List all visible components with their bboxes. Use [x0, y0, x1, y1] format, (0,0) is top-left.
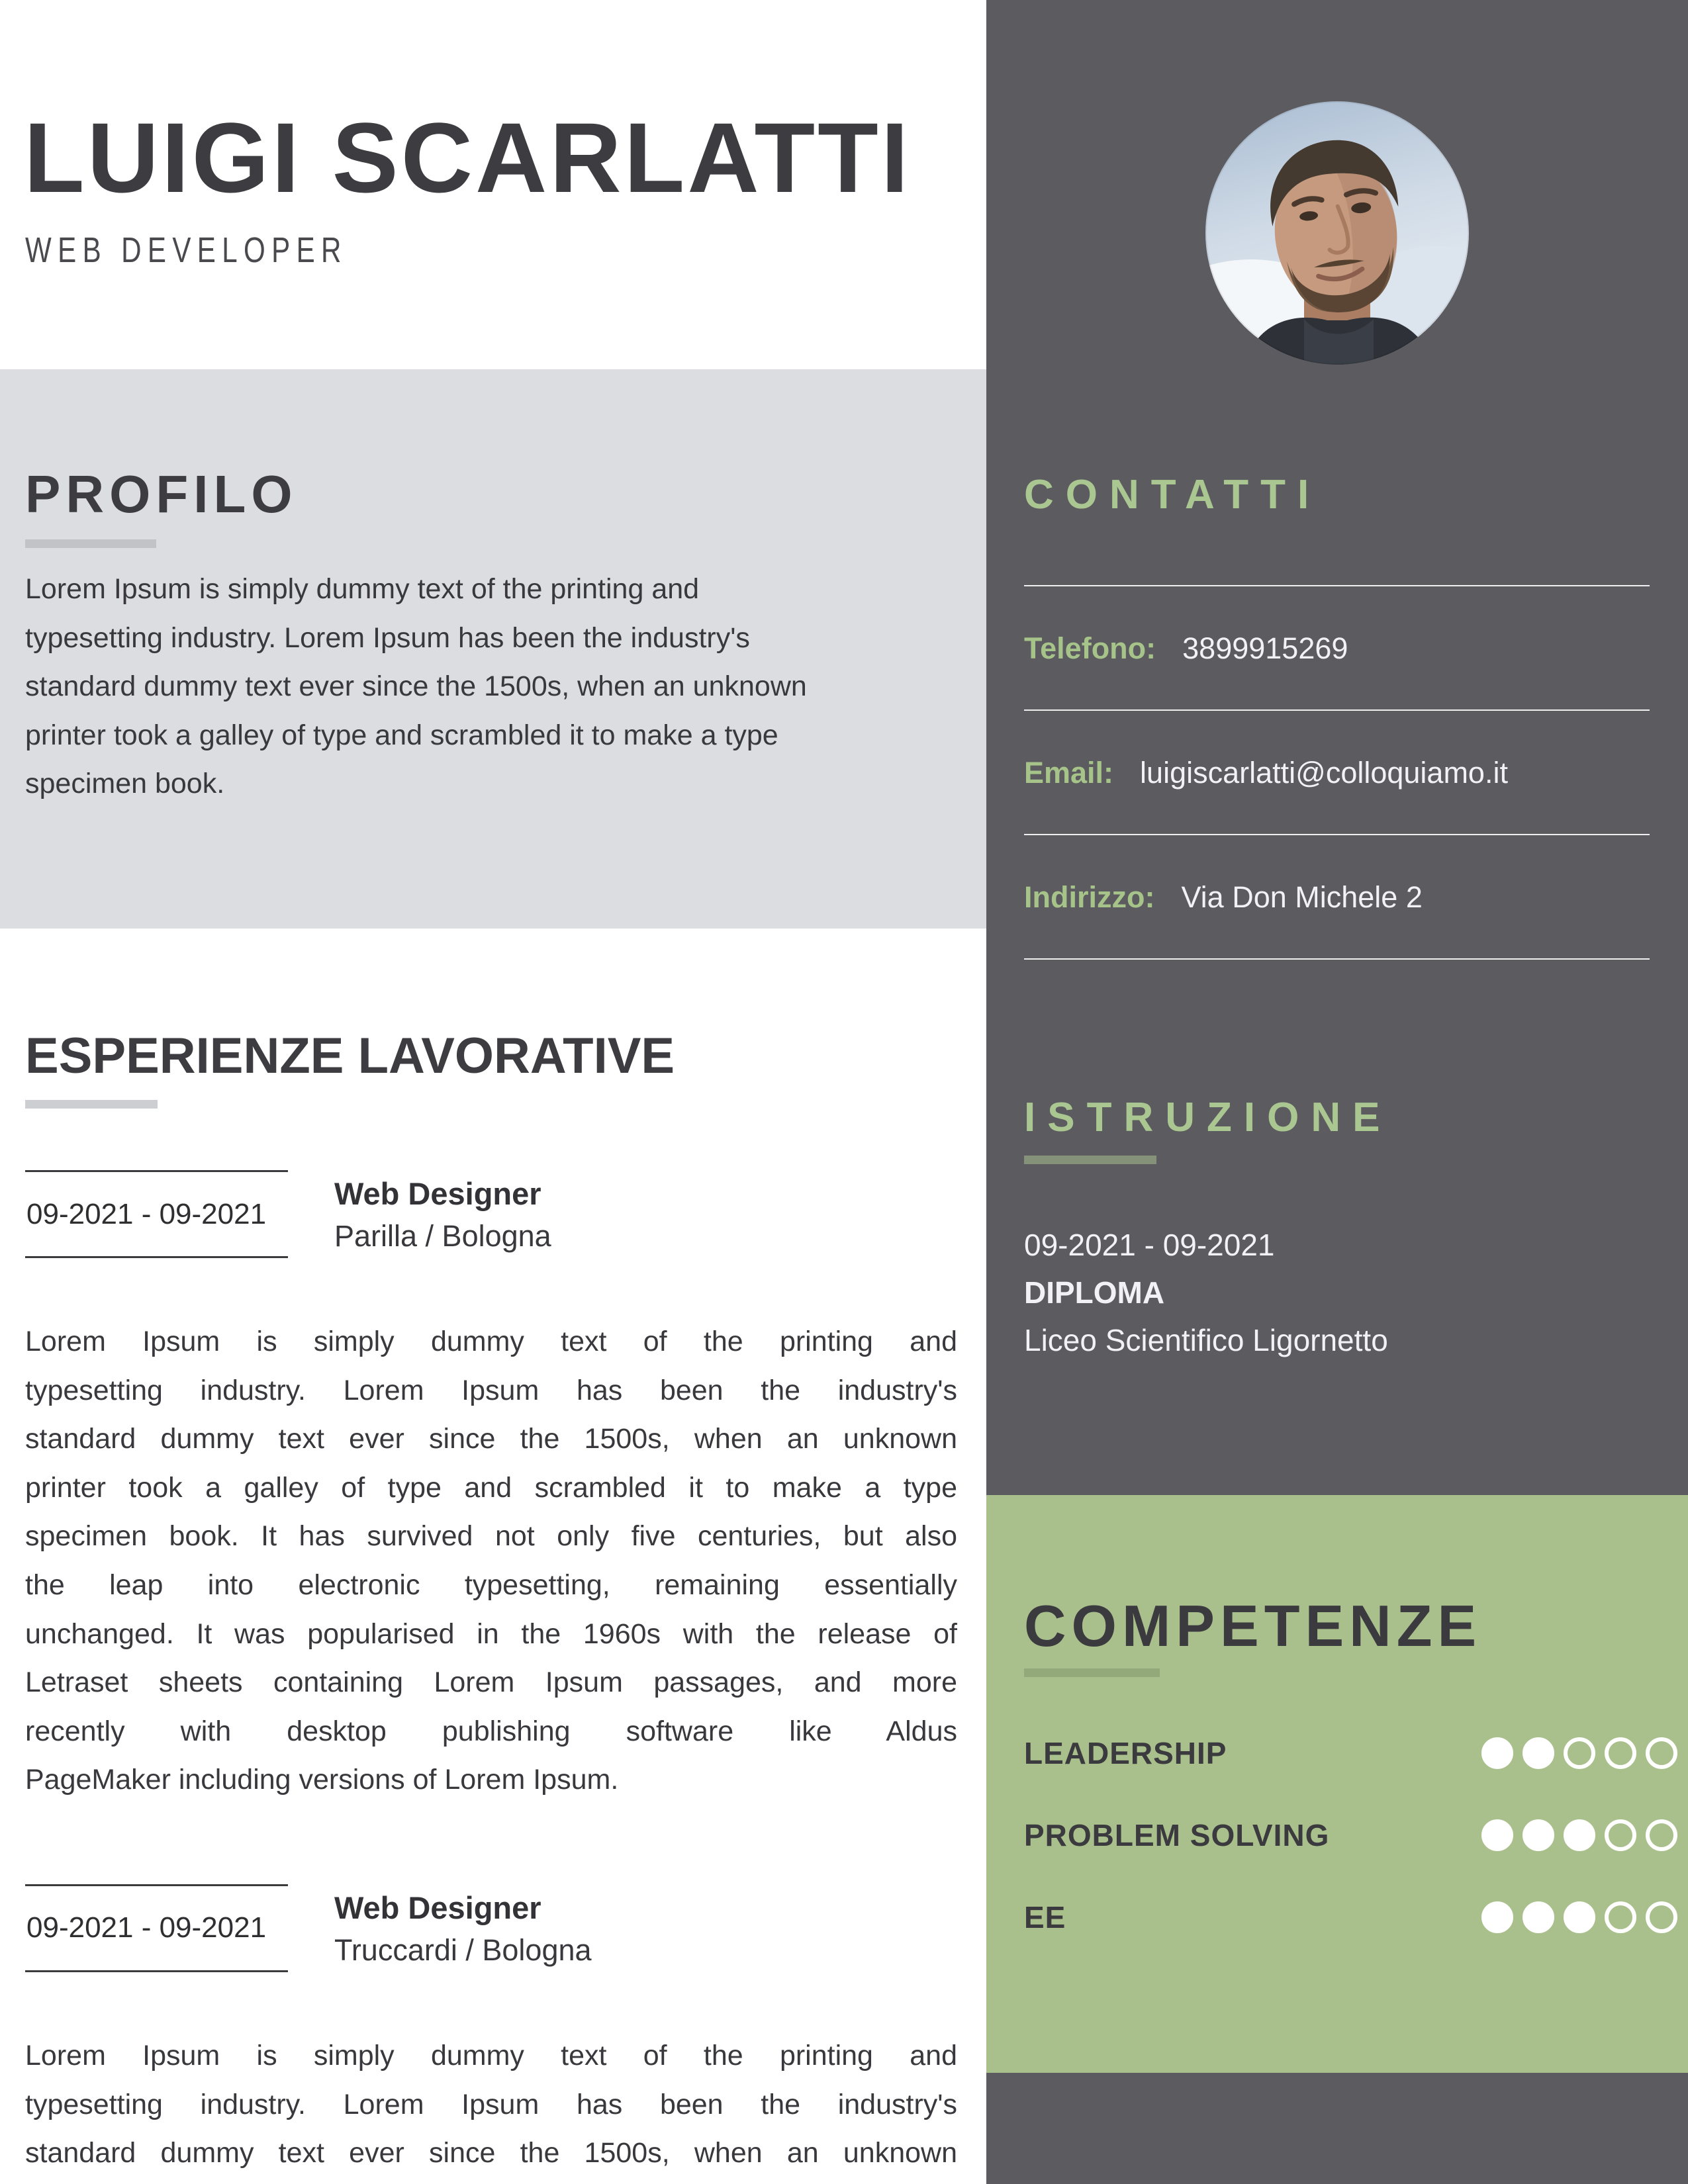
job-period-text: 09-2021 - 09-2021 — [26, 1197, 267, 1230]
contact-row — [1024, 627, 1650, 670]
contact-value: 3899915269 — [1182, 631, 1348, 665]
skill-row — [1024, 1894, 1677, 1940]
skills-section — [986, 1495, 1688, 2073]
profile-text-line: printer took a galley of type and scrambled it to make a type — [25, 719, 778, 751]
contact-value: luigiscarlatti@colloquiamo.it — [1140, 756, 1508, 790]
skill-dot-filled — [1523, 1901, 1554, 1933]
job-paragraph — [25, 1318, 957, 1805]
profile-text-line: specimen book. — [25, 768, 225, 800]
skill-label: EE — [1024, 1900, 1066, 1934]
paragraph-line: printer took a galley of type and scrambled it to make a type — [25, 1471, 957, 1504]
skill-dot-filled — [1481, 1737, 1513, 1769]
experience-jobs — [25, 1170, 957, 2178]
profile-heading: PROFILO — [25, 465, 298, 523]
skill-dot-filled — [1481, 1819, 1513, 1851]
contact-label: Indirizzo: — [1024, 880, 1155, 914]
job-role: Web Designer — [334, 1176, 541, 1211]
skill-dot-empty — [1605, 1737, 1636, 1769]
profile-text-line: Lorem Ipsum is simply dummy text of the printing and — [25, 573, 700, 605]
skills-heading: COMPETENZE — [1024, 1593, 1482, 1659]
person-name: LUIGI SCARLATTI — [24, 102, 912, 213]
job-period-text: 09-2021 - 09-2021 — [26, 1911, 267, 1944]
paragraph-line: Lorem Ipsum is simply dummy text of the printing and — [25, 2039, 957, 2071]
job-period — [25, 1170, 288, 1258]
job-company: Truccardi / Bologna — [334, 1933, 592, 1967]
skill-dot-empty — [1646, 1819, 1677, 1851]
profile-section — [0, 369, 986, 929]
education-entry — [1024, 1221, 1653, 1364]
skill-level-dots — [1481, 1819, 1677, 1851]
person-job-title: WEB DEVELOPER — [25, 230, 348, 270]
skill-dot-filled — [1523, 1819, 1554, 1851]
contact-row — [1024, 752, 1650, 794]
paragraph-line: standard dummy text ever since the 1500s, when an unknown — [25, 1423, 957, 1455]
experience-heading: ESPERIENZE LAVORATIVE — [25, 1028, 675, 1084]
skills-heading-underline — [1024, 1668, 1160, 1677]
job-meta — [334, 1170, 551, 1258]
education-heading: ISTRUZIONE — [1024, 1095, 1392, 1140]
contact-label: Telefono: — [1024, 631, 1156, 665]
job-header — [25, 1170, 957, 1258]
paragraph-line: unchanged. It was popularised in the 1960s with the release of — [25, 1617, 957, 1650]
skill-label: PROBLEM SOLVING — [1024, 1818, 1330, 1852]
paragraph-line: Lorem Ipsum is simply dummy text of the printing and — [25, 1326, 957, 1357]
skill-level-dots — [1481, 1737, 1677, 1769]
education-school: Liceo Scientifico Ligornetto — [1024, 1323, 1388, 1357]
education-section — [1024, 1095, 1653, 1364]
education-degree: DIPLOMA — [1024, 1275, 1165, 1310]
paragraph-line: recently with desktop publishing software like Aldus — [25, 1715, 957, 1747]
skill-dot-empty — [1605, 1901, 1636, 1933]
education-heading-underline — [1024, 1156, 1156, 1164]
portrait-photo-illustration — [1205, 101, 1470, 365]
profile-heading-underline — [25, 539, 156, 548]
job-company: Parilla / Bologna — [334, 1219, 551, 1253]
skill-level-dots — [1481, 1901, 1677, 1933]
profile-text-line: standard dummy text ever since the 1500s, when an unknown — [25, 670, 807, 703]
skill-dot-empty — [1564, 1737, 1595, 1769]
contact-divider — [1024, 585, 1650, 586]
skill-dot-empty — [1646, 1737, 1677, 1769]
paragraph-line: standard dummy text ever since the 1500s, when an unknown — [25, 2137, 957, 2169]
paragraph-line: specimen book. It has survived not only five centuries, but also — [25, 1520, 957, 1553]
profile-photo — [1205, 101, 1470, 365]
sidebar — [986, 0, 1688, 2184]
contact-divider — [1024, 709, 1650, 711]
job-header — [25, 1884, 957, 1972]
skill-dot-filled — [1481, 1901, 1513, 1933]
skill-label: LEADERSHIP — [1024, 1736, 1227, 1770]
job-entry — [25, 1884, 957, 2178]
contact-value: Via Don Michele 2 — [1181, 880, 1423, 914]
paragraph-line: PageMaker including versions of Lorem Ipsum. — [25, 1764, 619, 1796]
paragraph-line: typesetting industry. Lorem Ipsum has been the industry's — [25, 2088, 957, 2120]
profile-text-line: typesetting industry. Lorem Ipsum has been the industry's — [25, 621, 750, 654]
skill-dot-filled — [1523, 1737, 1554, 1769]
contact-row — [1024, 876, 1650, 919]
skill-dot-filled — [1564, 1901, 1595, 1933]
experience-heading-underline — [25, 1100, 158, 1109]
contact-divider — [1024, 958, 1650, 960]
paragraph-line: the leap into electronic typesetting, remaining essentially — [25, 1569, 957, 1601]
contacts-heading: CONTATTI — [1024, 472, 1321, 518]
job-role: Web Designer — [334, 1889, 541, 1925]
paragraph-line: typesetting industry. Lorem Ipsum has been the industry's — [25, 1374, 957, 1406]
contacts-list — [1024, 585, 1650, 960]
contact-divider — [1024, 834, 1650, 835]
job-entry — [25, 1170, 957, 1805]
skill-dot-empty — [1605, 1819, 1636, 1851]
skills-list — [1024, 1730, 1677, 1940]
skill-row — [1024, 1730, 1677, 1776]
skill-dot-filled — [1564, 1819, 1595, 1851]
skill-dot-empty — [1646, 1901, 1677, 1933]
skill-row — [1024, 1812, 1677, 1858]
job-period — [25, 1884, 288, 1972]
job-paragraph — [25, 2032, 957, 2178]
education-period: 09-2021 - 09-2021 — [1024, 1228, 1275, 1262]
profile-text — [25, 565, 906, 809]
contact-label: Email: — [1024, 756, 1114, 790]
job-meta — [334, 1884, 592, 1972]
paragraph-line: Letraset sheets containing Lorem Ipsum passages, and more — [25, 1666, 957, 1699]
